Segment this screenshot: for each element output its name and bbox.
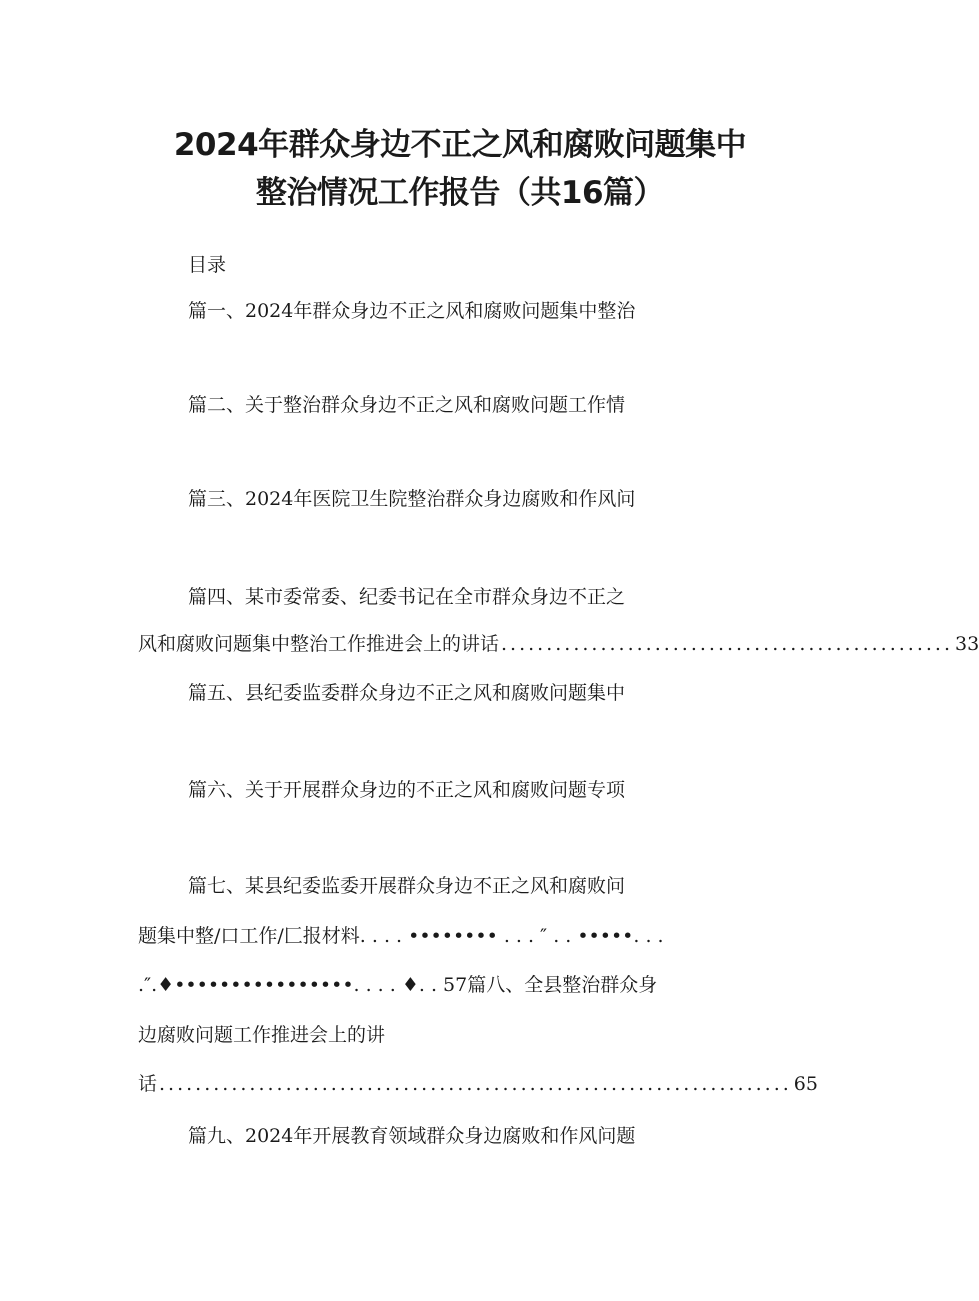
toc-entry-7-line-1[interactable]: 篇七、某县纪委监委开展群众身边不正之风和腐败问 [188, 875, 626, 897]
toc-entry-7-line-2[interactable]: 题集中整/口工作/匚报材料. . . . •••••••• . . . ″ . . •••••. . . [138, 925, 664, 947]
toc-entry-4-leader: .................................................. [501, 633, 953, 655]
toc-entry-3[interactable]: 篇三、2024年医院卫生院整治群众身边腐败和作风问 [188, 488, 636, 510]
title-line-1: 2024年群众身边不正之风和腐败问题集中 [173, 127, 747, 163]
toc-entry-6[interactable]: 篇六、关于开展群众身边的不正之风和腐败问题专项 [188, 779, 626, 801]
toc-entry-8-text: 话 [138, 1073, 158, 1095]
toc-entry-4-line-1[interactable]: 篇四、某市委常委、纪委书记在全市群众身边不正之 [188, 586, 626, 608]
toc-entry-8-line-2[interactable]: 边腐败问题工作推进会上的讲 [138, 1024, 386, 1046]
toc-entry-8-leader: ...................................................................... [159, 1073, 792, 1095]
toc-entry-2[interactable]: 篇二、关于整治群众身边不正之风和腐败问题工作情 [188, 394, 626, 416]
title-line-2: 整治情况工作报告（共16篇） [255, 175, 665, 211]
toc-entry-5[interactable]: 篇五、县纪委监委群众身边不正之风和腐败问题集中 [188, 682, 626, 704]
toc-heading: 目录 [188, 254, 227, 276]
toc-entry-1[interactable]: 篇一、2024年群众身边不正之风和腐败问题集中整治 [188, 300, 636, 322]
toc-entry-8-line-3[interactable] [138, 1071, 818, 1097]
toc-entry-8-page: 65 [793, 1073, 818, 1095]
toc-entry-4-page: 33 [955, 633, 979, 655]
toc-entry-4-line-2[interactable] [138, 631, 979, 657]
toc-entry-9[interactable]: 篇九、2024年开展教育领域群众身边腐败和作风问题 [188, 1125, 636, 1147]
toc-entry-7-line-3[interactable]: .″.♦••••••••••••••••. . . . ♦. . 57篇八、全县整治群众身 [138, 974, 658, 996]
toc-entry-4-text: 风和腐败问题集中整治工作推进会上的讲话 [138, 633, 500, 655]
